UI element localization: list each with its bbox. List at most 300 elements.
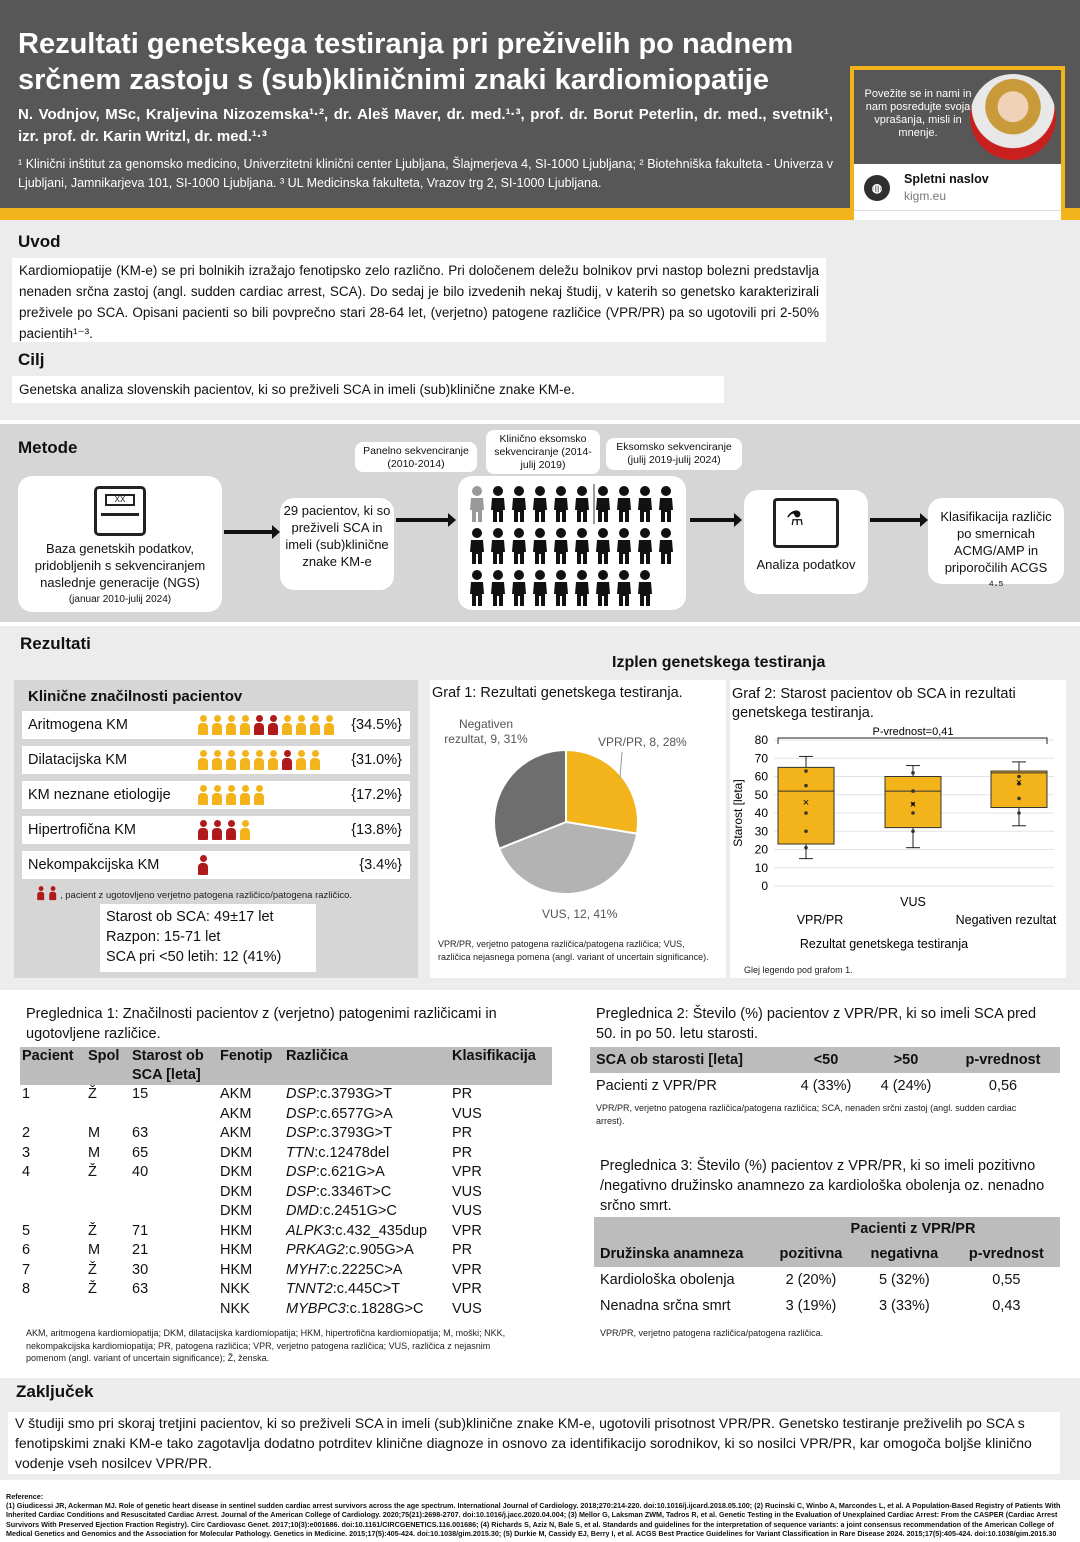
data-point — [804, 784, 808, 788]
bubble-exome: Eksomsko sekvenciranje (julij 2019-julij 2024) — [606, 438, 742, 470]
gene-name: ALPK3 — [286, 1222, 332, 1239]
y-axis-label: Starost [leta] — [731, 779, 745, 847]
t1-cell — [130, 1183, 218, 1203]
t3-cell: Kardiološka obolenja — [600, 1272, 735, 1288]
t1-header: Pacient — [20, 1047, 86, 1085]
patient-icon — [512, 486, 526, 522]
patient-icon — [491, 528, 505, 564]
variant-change: c.432_435dup — [335, 1222, 428, 1239]
person-icon — [198, 785, 208, 805]
t1-cell: 6 — [22, 1242, 31, 1258]
t1-cell: VPR — [452, 1261, 482, 1278]
person-icon — [268, 715, 278, 735]
analysis-box — [744, 490, 868, 594]
classification-box: Klasifikacija različic po smernicah ACMG/AMP in priporočilih ACGS ⁴·⁵ — [928, 498, 1064, 584]
zakljucek-heading: Zaključek — [16, 1382, 94, 1401]
flow-arrow-1 — [224, 530, 274, 534]
contact-web-label: Spletni naslov — [904, 172, 989, 186]
pie-chart-panel — [430, 680, 726, 978]
x-axis-label: Rezultat genetskega testiranja — [799, 937, 969, 951]
variant-change: c.1828G>C — [349, 1300, 424, 1317]
patient-icon — [638, 528, 652, 564]
person-icon — [324, 715, 334, 735]
variant-change: c.3346T>C — [319, 1183, 392, 1200]
kz-label: Aritmogena KM — [28, 717, 128, 733]
patients-box: 29 pacientov, ki so preživeli SCA in imeli (sub)klinične znake KM-e — [280, 498, 394, 590]
pie-label: VPR/PR, 8, 28% — [598, 735, 687, 749]
contact-web[interactable] — [854, 164, 1061, 211]
kz-value: {17.2%} — [351, 787, 402, 803]
person-red-icon — [37, 886, 43, 896]
mean-marker: × — [1015, 776, 1023, 789]
patient-icon — [617, 570, 631, 606]
t1-header: Različica — [284, 1047, 450, 1085]
t3-blank — [594, 1217, 766, 1241]
category-label: Negativen rezultat — [955, 913, 1057, 927]
t1-cell: VUS — [452, 1183, 482, 1200]
variant-change: c.445C>T — [336, 1281, 401, 1297]
t1-cell: 5 — [22, 1222, 31, 1239]
table3-note: VPR/PR, verjetno patogena različica/patogena različica. — [600, 1328, 824, 1338]
t1-header: Starost ob SCA [leta] — [130, 1047, 218, 1085]
kz-value: {31.0%} — [351, 752, 402, 768]
t1-cell: 7 — [22, 1261, 31, 1278]
poster-title: Rezultati genetskega testiranja pri preživelih po nadnem srčnem zastoju s (sub)kliničnimi znaki kardiomiopatije — [18, 28, 794, 96]
gene-name: MYBPC3 — [286, 1300, 346, 1317]
person-icon — [296, 750, 306, 770]
t1-variant: PRKAG2:c.905G>A — [286, 1242, 414, 1258]
variant-change: c.6577G>A — [319, 1105, 393, 1122]
y-tick-label: 60 — [754, 769, 768, 784]
family-history-table — [594, 1217, 1060, 1319]
t1-cell — [130, 1300, 218, 1320]
t1-cell: PR — [452, 1242, 473, 1258]
t1-variant: MYBPC3:c.1828G>C — [286, 1300, 424, 1317]
flow-arrow-2 — [396, 518, 450, 522]
t3-header: p-vrednost — [968, 1246, 1044, 1262]
person-icon — [226, 750, 236, 770]
box-chart-panel — [730, 680, 1066, 978]
table-row — [20, 1241, 552, 1261]
kz-row-unknown — [22, 781, 410, 809]
t1-cell: VUS — [452, 1300, 482, 1317]
t1-variant: TTN:c.12478del — [286, 1144, 390, 1161]
t1-variant: DMD:c.2451G>C — [286, 1203, 397, 1219]
patient-icon — [512, 570, 526, 606]
box-title: Graf 2: Starost pacientov ob SCA in rezultati genetskega testiranja. — [732, 686, 1016, 721]
t1-cell: 15 — [132, 1086, 149, 1102]
age-stat-range: Razpon: 15-71 let — [106, 929, 221, 945]
data-point — [1017, 797, 1021, 801]
table-row — [20, 1105, 552, 1125]
kz-row-dkm — [22, 746, 410, 774]
analysis-label: Analiza podatkov — [756, 557, 856, 572]
t1-variant: DSP:c.6577G>A — [286, 1105, 393, 1122]
person-icon — [240, 785, 250, 805]
patient-icon — [596, 570, 610, 606]
t3-header: Družinska anamneza — [600, 1246, 744, 1262]
p-bracket — [778, 738, 1047, 744]
y-tick-label: 70 — [754, 751, 768, 766]
gene-name: DSP — [286, 1183, 316, 1200]
patients-icon-grid — [458, 476, 686, 610]
table-row — [20, 1300, 552, 1320]
person-icon — [212, 785, 222, 805]
patient-icon — [470, 486, 484, 522]
methods-section — [0, 424, 1080, 622]
pie-label: VUS, 12, 41% — [542, 907, 618, 921]
table-row — [20, 1144, 552, 1164]
results-subheading: Izplen genetskega testiranja — [612, 654, 826, 671]
table2-note: VPR/PR, verjetno patogena različica/patogena različica; SCA, nenaden srčni zastoj (angl. sudden cardiac arrest). — [596, 1103, 1017, 1126]
table-row — [20, 1222, 552, 1242]
person-icon — [226, 715, 236, 735]
data-point — [804, 811, 808, 815]
t1-cell — [20, 1300, 86, 1320]
data-point — [911, 789, 915, 793]
patient-icon — [617, 528, 631, 564]
person-icon — [254, 750, 264, 770]
t1-cell: DKM — [220, 1203, 253, 1219]
patient-icon — [575, 528, 589, 564]
kz-label: Dilatacijska KM — [28, 752, 128, 768]
author-photo — [970, 74, 1056, 160]
y-tick-label: 50 — [754, 787, 768, 802]
gene-name: TNNT2 — [286, 1281, 333, 1297]
t1-cell: PR — [452, 1144, 473, 1161]
t1-header: Spol — [86, 1047, 130, 1085]
data-point — [804, 846, 808, 850]
person-icon — [226, 820, 236, 840]
y-tick-label: 40 — [754, 806, 768, 820]
person-icon — [212, 715, 222, 735]
t1-cell: Ž — [88, 1086, 97, 1102]
references — [6, 1492, 1074, 1538]
patient-icon — [659, 528, 673, 564]
t1-cell: PR — [452, 1125, 473, 1141]
t1-cell: Ž — [88, 1281, 97, 1297]
kz-label: Nekompakcijska KM — [28, 857, 160, 873]
database-label: Baza genetskih podatkov, pridobljenih s sekvenciranjem naslednje generacije (NGS) — [34, 541, 206, 590]
person-icon — [254, 785, 264, 805]
gene-name: TTN — [286, 1144, 315, 1161]
pie-note: VPR/PR, verjetno patogena različica/patogena različica; VUS, različica nejasnega pomena (angl. variant of uncertain significance). — [438, 939, 709, 962]
patient-icon — [533, 528, 547, 564]
variant-change: c.3793G>T — [319, 1086, 392, 1102]
t1-cell: M — [88, 1144, 101, 1161]
p-value-annotation: P-vrednost=0,41 — [872, 726, 954, 738]
gene-name: MYH7 — [286, 1261, 327, 1278]
patient-icon — [575, 570, 589, 606]
t1-cell — [20, 1202, 86, 1222]
gene-name: DSP — [286, 1125, 316, 1141]
t1-cell — [86, 1202, 130, 1222]
rezultati-heading: Rezultati — [20, 634, 91, 653]
t3-cell: 5 (32%) — [878, 1272, 930, 1288]
kz-label: Hipertrofična KM — [28, 822, 136, 838]
age-stats — [100, 904, 316, 972]
person-icon — [198, 820, 208, 840]
gene-name: DSP — [286, 1086, 316, 1102]
kz-icons — [198, 820, 254, 842]
t1-cell: AKM — [220, 1105, 252, 1122]
kz-icons — [198, 750, 324, 772]
data-point — [1017, 811, 1021, 815]
t2-header: <50 — [813, 1052, 839, 1068]
person-icon — [212, 820, 222, 840]
patients-grid-svg — [468, 484, 680, 606]
t1-cell — [130, 1105, 218, 1125]
person-icon — [282, 715, 292, 735]
patient-icon — [638, 486, 652, 522]
table-row — [20, 1124, 552, 1144]
variant-change: c.2225C>A — [330, 1261, 403, 1278]
age-stat-mean: Starost ob SCA: 49±17 let — [106, 909, 274, 925]
t2-cell: 4 (24%) — [880, 1078, 932, 1094]
patient-icon — [554, 570, 568, 606]
person-icon — [296, 715, 306, 735]
person-icon — [254, 715, 264, 735]
patient-icon — [638, 570, 652, 606]
person-icon — [198, 715, 208, 735]
table2-caption: Preglednica 2: Število (%) pacientov z VPR/PR, ki so imeli SCA pred 50. in po 50. letu starosti. — [596, 1006, 1037, 1042]
t1-variant: DSP:c.3793G>T — [286, 1125, 392, 1141]
person-icon — [268, 750, 278, 770]
variant-change: c.12478del — [318, 1144, 390, 1161]
table-row — [20, 1202, 552, 1222]
patient-icon — [554, 528, 568, 564]
person-icon — [198, 750, 208, 770]
t1-cell: 21 — [132, 1242, 149, 1258]
kz-row-akm — [22, 711, 410, 739]
patient-icon — [470, 528, 484, 564]
t1-variant: DSP:c.3793G>T — [286, 1086, 392, 1102]
metode-heading: Metode — [18, 438, 78, 457]
t1-cell: 3 — [22, 1144, 31, 1161]
t2-header: p-vrednost — [965, 1052, 1041, 1068]
contact-web-link[interactable]: kigm.eu — [904, 189, 947, 203]
affiliations: ¹ Klinični inštitut za genomsko medicino, Univerzitetni klinični center Ljubljana, Šlajmerjeva 4, SI-1000 Ljubljana; ² Biotehniška fakulteta - Univerza v Ljubljani, Jamnikarjeva 101, SI-1000 Ljubljana. ³ UL Medicinska fakulteta, Vrazov trg 2, SI-1000 Ljubljana. — [18, 157, 833, 190]
table1-caption: Preglednica 1: Značilnosti pacientov z (verjetno) patogenimi različicami in ugotovljene različice. — [26, 1006, 497, 1042]
t2-cell: Pacienti z VPR/PR — [596, 1078, 717, 1094]
t1-cell: HKM — [220, 1261, 253, 1278]
pie-label: Negativen rezultat, 9, 31% — [444, 717, 528, 746]
kz-label: KM neznane etiologije — [28, 787, 171, 803]
t1-cell: HKM — [220, 1222, 253, 1239]
t1-cell: DKM — [220, 1183, 253, 1200]
kz-icons — [198, 785, 268, 807]
t1-cell: NKK — [220, 1281, 250, 1297]
mean-marker: × — [909, 798, 917, 811]
box-note: Glej legendo pod grafom 1. — [744, 965, 853, 975]
t1-cell: 1 — [22, 1086, 31, 1102]
patient-icon — [533, 570, 547, 606]
variant-change: c.621G>A — [319, 1164, 385, 1180]
age-table — [590, 1047, 1060, 1099]
patient-icon — [596, 486, 610, 522]
t1-cell: 65 — [132, 1144, 149, 1161]
kz-icons — [198, 715, 338, 737]
person-icon — [226, 785, 236, 805]
t1-header: Fenotip — [218, 1047, 284, 1085]
kz-value: {13.8%} — [351, 822, 402, 838]
patient-icon — [554, 486, 568, 522]
patient-icon — [470, 570, 484, 606]
gene-name: DSP — [286, 1164, 316, 1180]
patient-icon — [596, 528, 610, 564]
t1-cell: VPR — [452, 1222, 482, 1239]
kz-row-nkk — [22, 851, 410, 879]
authors: N. Vodnjov, MSc, Kraljevina Nizozemska¹·², dr. Aleš Maver, dr. med.¹·³, prof. dr. Borut Peterlin, dr. med., svetnik¹, izr. prof. dr. Karin Writzl, dr. med.¹·³ — [18, 106, 833, 145]
flow-arrow-4 — [870, 518, 922, 522]
t1-cell: Ž — [88, 1261, 97, 1278]
box-chart — [730, 726, 1066, 960]
t1-cell: VUS — [452, 1105, 482, 1122]
patient-icon — [491, 570, 505, 606]
kz-row-hkm — [22, 816, 410, 844]
analysis-icon: ⚗ — [773, 498, 839, 548]
patient-icon — [659, 486, 673, 522]
t1-cell: AKM — [220, 1125, 252, 1141]
t2-cell: 4 (33%) — [800, 1078, 852, 1094]
pie-slice-vpr-pr — [566, 750, 638, 834]
t1-cell — [86, 1105, 130, 1125]
t1-header: Klasifikacija — [450, 1047, 552, 1085]
mean-marker: × — [802, 797, 810, 810]
t1-cell: Ž — [88, 1222, 97, 1239]
person-icon — [240, 820, 250, 840]
t1-variant: DSP:c.621G>A — [286, 1164, 385, 1180]
age-stat-under50: SCA pri <50 letih: 12 (41%) — [106, 949, 282, 965]
t3-cell: 3 (33%) — [878, 1298, 930, 1314]
t3-cell: 0,43 — [992, 1298, 1021, 1314]
pie-title: Graf 1: Rezultati genetskega testiranja. — [432, 685, 683, 701]
table3-caption: Preglednica 3: Število (%) pacientov z VPR/PR, ki so imeli pozitivno /negativno družinsko anamnezo za kardiološka obolenja oz. nenadno srčno smrt. — [600, 1158, 1045, 1214]
y-tick-label: 0 — [761, 879, 768, 893]
uvod-heading: Uvod — [18, 232, 61, 251]
data-point — [911, 829, 915, 833]
y-tick-label: 20 — [754, 842, 768, 857]
gene-name: DSP — [286, 1105, 316, 1122]
variant-change: c.2451G>C — [323, 1203, 397, 1219]
y-tick-label: 10 — [754, 860, 768, 875]
y-tick-label: 80 — [754, 733, 768, 747]
t3-cell: 3 (19%) — [785, 1298, 837, 1314]
table-row — [20, 1261, 552, 1281]
database-icon: XX — [94, 486, 146, 536]
t1-cell — [20, 1183, 86, 1203]
person-icon — [310, 750, 320, 770]
t1-cell: M — [88, 1242, 101, 1258]
variant-change: c.3793G>T — [319, 1125, 392, 1141]
table-row — [20, 1085, 552, 1105]
t2-header: SCA ob starosti [leta] — [596, 1052, 743, 1068]
person-icon — [282, 750, 292, 770]
data-point — [804, 829, 808, 833]
variants-table — [20, 1047, 552, 1319]
kz-icons — [198, 855, 212, 877]
bubble-clinical-exome: Klinično eksomsko sekvenciranje (2014-julij 2019) — [486, 430, 600, 474]
gene-name: PRKAG2 — [286, 1242, 345, 1258]
t1-variant: ALPK3:c.432_435dup — [286, 1222, 428, 1239]
kz-legend — [36, 884, 406, 902]
t3-cell: 2 (20%) — [785, 1272, 837, 1288]
database-date: (januar 2010-julij 2024) — [68, 594, 172, 605]
t1-cell: HKM — [220, 1242, 253, 1258]
patient-icon — [533, 486, 547, 522]
t1-cell — [130, 1202, 218, 1222]
t1-cell — [20, 1105, 86, 1125]
t1-cell: PR — [452, 1086, 473, 1102]
t3-group-header: Pacienti z VPR/PR — [850, 1221, 976, 1237]
t3-header: negativna — [870, 1246, 939, 1262]
t2-header: >50 — [893, 1052, 919, 1068]
t1-cell: VPR — [452, 1164, 482, 1180]
t2-cell: 0,56 — [988, 1078, 1018, 1094]
t1-cell: M — [88, 1125, 101, 1141]
variant-change: c.905G>A — [348, 1242, 414, 1258]
patient-icon — [575, 486, 589, 522]
bubble-panel: Panelno sekvenciranje (2010-2014) — [355, 442, 477, 472]
person-red-icon — [49, 886, 55, 896]
t1-cell: 63 — [132, 1125, 149, 1141]
data-point — [804, 769, 808, 773]
t1-cell: NKK — [220, 1300, 250, 1317]
t1-variant: TNNT2:c.445C>T — [286, 1281, 401, 1297]
globe-icon: ◍ — [864, 175, 890, 201]
table-row — [20, 1163, 552, 1183]
t1-cell: 71 — [132, 1222, 149, 1239]
kz-legend-text: , pacient z ugotovljeno verjetno patogena različico/patogena različico. — [60, 890, 353, 901]
category-label: VUS — [900, 895, 926, 909]
data-point — [911, 811, 915, 815]
t1-cell: DKM — [220, 1164, 253, 1180]
person-icon — [310, 715, 320, 735]
gene-name: DMD — [286, 1203, 320, 1219]
person-icon — [198, 855, 208, 875]
cilj-text: Genetska analiza slovenskih pacientov, ki so preživeli SCA in imeli (sub)klinične znake KM-e. — [12, 376, 724, 403]
contact-intro: Povežite se in nami in nam posredujte svoja vprašanja, misli in mnenje. — [864, 88, 972, 139]
patient-icon — [512, 528, 526, 564]
database-box — [18, 476, 222, 612]
kz-value: {34.5%} — [351, 717, 402, 733]
t1-cell: 30 — [132, 1261, 149, 1278]
references-text: (1) Giudicessi JR, Ackerman MJ. Role of genetic heart disease in sentinel sudden cardiac arrest survivors across the age spectrum. International Journal of Cardiology. 2018;270:214-220. doi:10.1016/j.ijcard.2018.05.100; (2) Rucinski C, Winbo A, Marcondes L, et al. A Population-Based Registry of Patients With Inherited Cardiac Conditions and Resuscitated Cardiac Arrest. Journal of the American College of Cardiology. 2020;75(21):2698-2707. doi:10.1016/j.jacc.2020.04.004; (3) Mellor G, Laksman ZWM, Tadros R, et al. Genetic Testing in the Evaluation of Unexplained Cardiac Arrest: From the CASPER (Cardiac Arrest Survivors With Preserved Ejection Fraction Registry). Circ Cardiovasc Genet. 2017;10(3):e001686. doi:10.1161/CIRCGENETICS.116.001686; (4) Richards S, Aziz N, Bale S, et al. Standards and guidelines for the interpretation of sequence variants: a joint consensus recommendation of the American College of Medical Genetics and Genomics and the Association for Molecular Pathology. Genetics in Medicine. 2015;17(5):405-424. doi:10.1038/gim.2015.30; (5) Durkie M, Cassidy EJ, Berry I, et al. ACGS Best Practice Guidelines for Variant Classification in Rare Disease 2024. 2015;17(5):405-424. doi:10.1038/gim.2015.30 — [6, 1501, 1061, 1538]
t1-cell: 2 — [22, 1125, 31, 1141]
pie-chart — [430, 706, 726, 938]
table1-note: AKM, aritmogena kardiomiopatija; DKM, dilatacijska kardiomiopatija; HKM, hipertrofična kardiomiopatija; M, moški; NKK, nekompakcijska kardiomiopatija; PR, patogena različica; VPR, verjetno patogena različica; VUS, različica z nejasnim pomenom (angl. variant of uncertain significance); Ž, ženska. — [26, 1328, 506, 1363]
kz-value: {3.4%} — [359, 857, 402, 873]
t3-header: pozitivna — [779, 1246, 843, 1262]
t1-cell: 4 — [22, 1164, 31, 1180]
t3-cell: Nenadna srčna smrt — [600, 1298, 731, 1314]
t3-cell: 0,55 — [992, 1272, 1021, 1288]
t1-cell: 8 — [22, 1281, 31, 1297]
t1-cell: VUS — [452, 1203, 482, 1219]
table-row — [20, 1280, 552, 1300]
flow-arrow-3 — [690, 518, 736, 522]
person-icon — [240, 750, 250, 770]
clinical-features-title: Klinične značilnosti pacientov — [28, 688, 243, 705]
t1-cell: VPR — [452, 1281, 482, 1297]
person-icon — [240, 715, 250, 735]
data-point — [911, 771, 915, 775]
t1-cell — [86, 1183, 130, 1203]
table-row — [20, 1183, 552, 1203]
t1-cell: Ž — [88, 1164, 97, 1180]
t1-cell: 63 — [132, 1281, 149, 1297]
t1-cell: DKM — [220, 1144, 253, 1161]
